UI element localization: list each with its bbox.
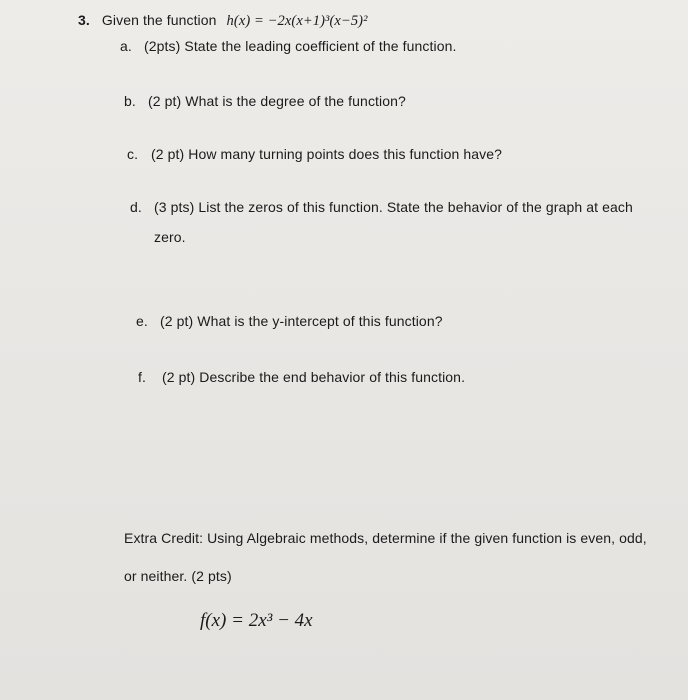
extra-credit-line-1: Extra Credit: Using Algebraic methods, determine if the given function is even, odd, bbox=[124, 530, 647, 546]
question-stem-text: Given the function bbox=[101, 12, 217, 28]
part-e-label: e. bbox=[136, 313, 148, 329]
part-a bbox=[120, 38, 456, 54]
part-c-label: c. bbox=[127, 146, 139, 162]
question-number: 3. bbox=[78, 12, 90, 28]
question-3-stem bbox=[78, 12, 368, 30]
part-c bbox=[127, 146, 502, 162]
part-b bbox=[124, 93, 406, 109]
part-e-text: (2 pt) What is the y-intercept of this function? bbox=[160, 313, 443, 329]
part-f-text: (2 pt) Describe the end behavior of this function. bbox=[162, 369, 466, 385]
extra-credit-formula: f(x) = 2x³ − 4x bbox=[200, 610, 313, 631]
part-b-text: (2 pt) What is the degree of the function? bbox=[148, 93, 406, 109]
extra-credit-line-2: or neither. (2 pts) bbox=[124, 568, 232, 584]
part-d bbox=[130, 199, 633, 215]
question-function-expression: h(x) = −2x(x+1)³(x−5)² bbox=[226, 13, 368, 29]
part-d-text: (3 pts) List the zeros of this function. State the behavior of the graph at each bbox=[154, 199, 633, 215]
part-a-label: a. bbox=[120, 38, 132, 54]
part-f bbox=[138, 369, 465, 385]
part-a-text: (2pts) State the leading coefficient of the function. bbox=[144, 38, 457, 54]
part-d-continuation: zero. bbox=[154, 229, 186, 245]
part-b-label: b. bbox=[124, 93, 136, 109]
part-e bbox=[136, 313, 443, 329]
part-d-label: d. bbox=[130, 199, 142, 215]
part-f-label: f. bbox=[138, 369, 146, 385]
part-c-text: (2 pt) How many turning points does this function have? bbox=[151, 146, 503, 162]
